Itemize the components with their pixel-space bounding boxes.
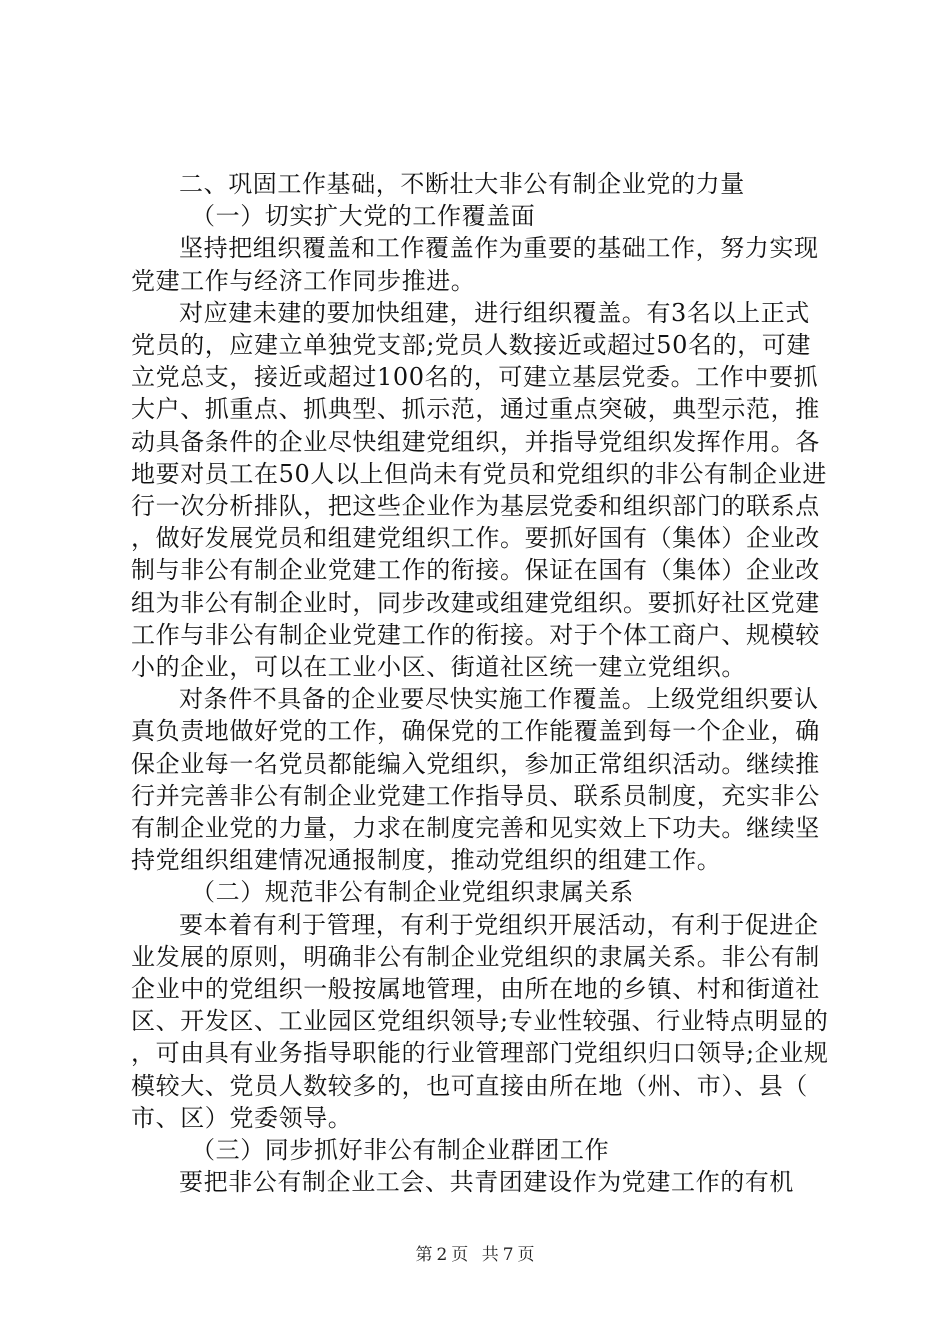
page-number: 第 2 页 [415, 1245, 469, 1265]
body-paragraph: 对应建未建的要加快组建，进行组织覆盖。有3名以上正式党员的，应建立单独党支部;党员人数接近或超过50名的，可建立党总支，接近或超过100名的，可建立基层党委。工作中要抓大户、抓重点、抓典型、抓示范，通过重点突破，典型示范，推动具备条件的企业尽快组建党组织，并指导党组织发挥作用。各地要对员工在50人以上但尚未有党员和党组织的非公有制企业进行一次分析排队，把这些企业作为基层党委和组织部门的联系点，做好发展党员和组建党组织工作。要抓好国有（集体）企业改制与非公有制企业党建工作的衔接。保证在国有（集体）企业改组为非公有制企业时，同步改建或组建党组织。要抓好社区党建工作与非公有制企业党建工作的衔接。对于个体工商户、规模较小的企业，可以在工业小区、街道社区统一建立党组织。 [131, 298, 827, 682]
subsection-heading-1: （一）切实扩大党的工作覆盖面 [191, 202, 536, 231]
body-paragraph: 对条件不具备的企业要尽快实施工作覆盖。上级党组织要认真负责地做好党的工作，确保党的工作能覆盖到每一个企业，确保企业每一名党员都能编入党组织，参加正常组织活动。继续推行并完善非公有制企业党建工作指导员、联系员制度，充实非公有制企业党的力量，力求在制度完善和见实效上下功夫。继续坚持党组织组建情况通报制度，推动党组织的组建工作。 [131, 685, 820, 875]
body-paragraph: 要本着有利于管理，有利于党组织开展活动，有利于促进企业发展的原则，明确非公有制企业党组织的隶属关系。非公有制企业中的党组织一般按属地管理，由所在地的乡镇、村和街道社区、开发区、工业园区党组织领导;专业性较强、行业特点明显的，可由具有业务指导职能的行业管理部门党组织归口领导;企业规模较大、党员人数较多的，也可直接由所在地（州、市）、县（市、区）党委领导。 [131, 910, 829, 1132]
body-paragraph: 要把非公有制企业工会、共青团建设作为党建工作的有机 [179, 1168, 794, 1197]
body-paragraph: 坚持把组织覆盖和工作覆盖作为重要的基础工作，努力实现党建工作与经济工作同步推进。 [131, 234, 819, 295]
page-footer [0, 1240, 950, 1265]
section-heading: 二、巩固工作基础，不断壮大非公有制企业党的力量 [179, 170, 745, 198]
subsection-heading-3: （三）同步抓好非公有制企业群团工作 [191, 1136, 610, 1165]
page-total: 共 7 页 [481, 1245, 535, 1265]
document-body [131, 168, 831, 1199]
subsection-heading-2: （二）规范非公有制企业党组织隶属关系 [191, 878, 634, 907]
